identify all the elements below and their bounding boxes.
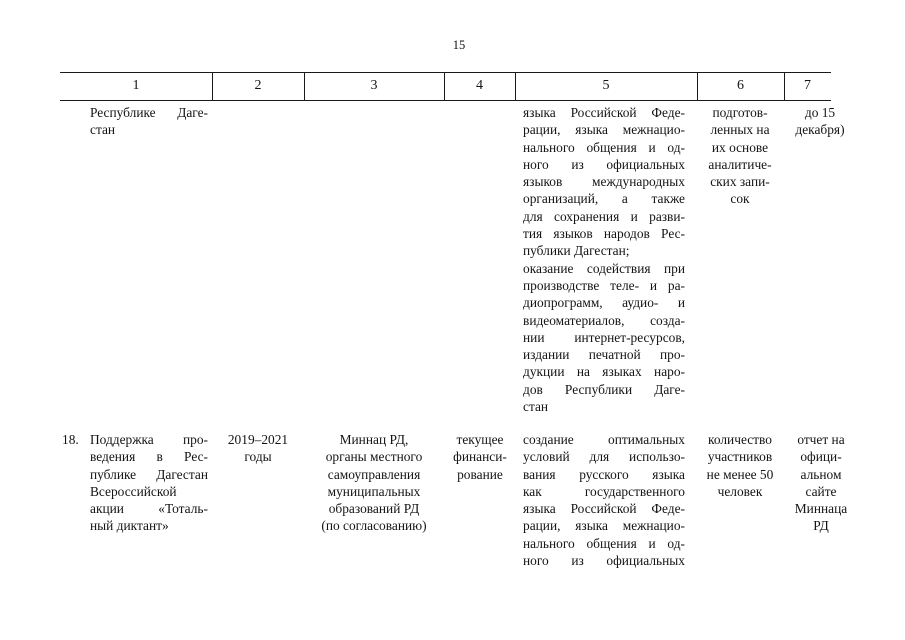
row-continued-activity bbox=[90, 104, 208, 139]
cell-line: рации, языка межнацио- bbox=[523, 518, 685, 534]
cell-line: их основе bbox=[711, 139, 769, 155]
cell-line: Миннаца bbox=[794, 501, 848, 517]
cell-line: участников bbox=[707, 449, 773, 465]
row-executors bbox=[304, 431, 444, 535]
cell-line: 2019–2021 bbox=[227, 432, 289, 447]
cell-line: дов Республики Даге- bbox=[523, 381, 685, 397]
cell-line: нального общения и од- bbox=[523, 139, 685, 155]
cell-line: видеоматериалов, созда- bbox=[523, 312, 685, 328]
cell-line: стан bbox=[90, 122, 116, 138]
cell-line: диопрограмм, аудио- и bbox=[523, 295, 685, 311]
column-header-5: 5 bbox=[602, 78, 610, 93]
cell-line: тия языков народов Рес- bbox=[523, 226, 685, 242]
cell-line: Республике Даге- bbox=[90, 105, 208, 120]
cell-line: ских запи- bbox=[710, 174, 770, 190]
cell-line: человек bbox=[717, 483, 763, 499]
row-continued-description bbox=[523, 104, 685, 415]
cell-line: нии интернет-ресурсов, bbox=[523, 329, 685, 345]
column-header-2: 2 bbox=[254, 78, 262, 93]
row-continued-reporting bbox=[782, 104, 858, 139]
cell-line: текущее bbox=[456, 432, 504, 447]
column-header-1: 1 bbox=[132, 78, 140, 93]
row-continued-indicator bbox=[699, 104, 781, 208]
cell-line: альном bbox=[800, 466, 842, 482]
row-number: 18. bbox=[62, 432, 79, 447]
cell-line: офици- bbox=[800, 449, 842, 465]
cell-line: языка Российской Феде- bbox=[523, 105, 685, 120]
cell-line: оказание содействия при bbox=[523, 260, 685, 276]
cell-line: органы местного bbox=[325, 449, 423, 465]
cell-line: Миннац РД, bbox=[339, 432, 409, 447]
row-funding bbox=[446, 431, 514, 483]
cell-line: самоуправления bbox=[327, 466, 421, 482]
cell-line: языка Российской Феде- bbox=[523, 501, 685, 517]
cell-line: вания русского языка bbox=[523, 466, 685, 482]
cell-line: организаций, а также bbox=[523, 191, 685, 207]
table-header-rule bbox=[60, 100, 831, 101]
cell-line: аналитиче- bbox=[708, 156, 772, 172]
cell-line: рации, языка межнацио- bbox=[523, 122, 685, 138]
cell-line: образований РД bbox=[328, 501, 420, 517]
cell-line: ный диктант» bbox=[90, 518, 169, 534]
cell-line: количество bbox=[708, 432, 772, 447]
cell-line: ного из официальных bbox=[523, 156, 685, 172]
cell-line: до 15 bbox=[804, 105, 836, 120]
row-activity bbox=[90, 431, 208, 535]
cell-line: ного из официальных bbox=[523, 553, 685, 569]
cell-line: дукции на языках наро- bbox=[523, 364, 685, 380]
column-header-4: 4 bbox=[476, 78, 483, 93]
page-number: 15 bbox=[452, 38, 466, 52]
cell-line: отчет на bbox=[797, 432, 845, 447]
cell-line: издании печатной про- bbox=[523, 347, 685, 363]
cell-line: нального общения и од- bbox=[523, 535, 685, 551]
column-header-7: 7 bbox=[804, 78, 811, 93]
cell-line: финанси- bbox=[453, 449, 507, 465]
cell-line: языков международных bbox=[523, 174, 685, 190]
cell-line: производстве теле- и ра- bbox=[523, 277, 685, 293]
cell-line: создание оптимальных bbox=[523, 432, 685, 447]
cell-line: ленных на bbox=[710, 122, 770, 138]
cell-line: муниципальных bbox=[327, 483, 421, 499]
cell-line: акции «Тоталь- bbox=[90, 501, 208, 517]
cell-line: публике Дагестан bbox=[90, 466, 208, 482]
cell-line: сок bbox=[730, 191, 750, 207]
table-top-rule bbox=[60, 72, 831, 73]
cell-line: подготов- bbox=[712, 105, 768, 120]
cell-line: публики Дагестан; bbox=[523, 243, 630, 259]
cell-line: (по согласованию) bbox=[321, 518, 427, 534]
cell-line: как государственного bbox=[523, 483, 685, 499]
cell-line: для сохранения и разви- bbox=[523, 208, 685, 224]
cell-line: ведения в Рес- bbox=[90, 449, 208, 465]
row-reporting bbox=[786, 431, 856, 535]
cell-line: условий для использо- bbox=[523, 449, 685, 465]
cell-line: стан bbox=[523, 399, 549, 415]
row-indicator bbox=[699, 431, 781, 500]
cell-line: сайте bbox=[805, 483, 837, 499]
cell-line: РД bbox=[813, 518, 829, 534]
cell-line: рование bbox=[457, 466, 503, 482]
row-period bbox=[212, 431, 304, 466]
cell-line: Поддержка про- bbox=[90, 432, 208, 447]
column-header-3: 3 bbox=[370, 78, 378, 93]
cell-line: декабря) bbox=[795, 122, 845, 138]
row-description bbox=[523, 431, 685, 569]
cell-line: годы bbox=[244, 449, 272, 465]
cell-line: не менее 50 bbox=[706, 466, 774, 482]
cell-line: Всероссийской bbox=[90, 483, 177, 499]
column-header-6: 6 bbox=[737, 78, 744, 93]
